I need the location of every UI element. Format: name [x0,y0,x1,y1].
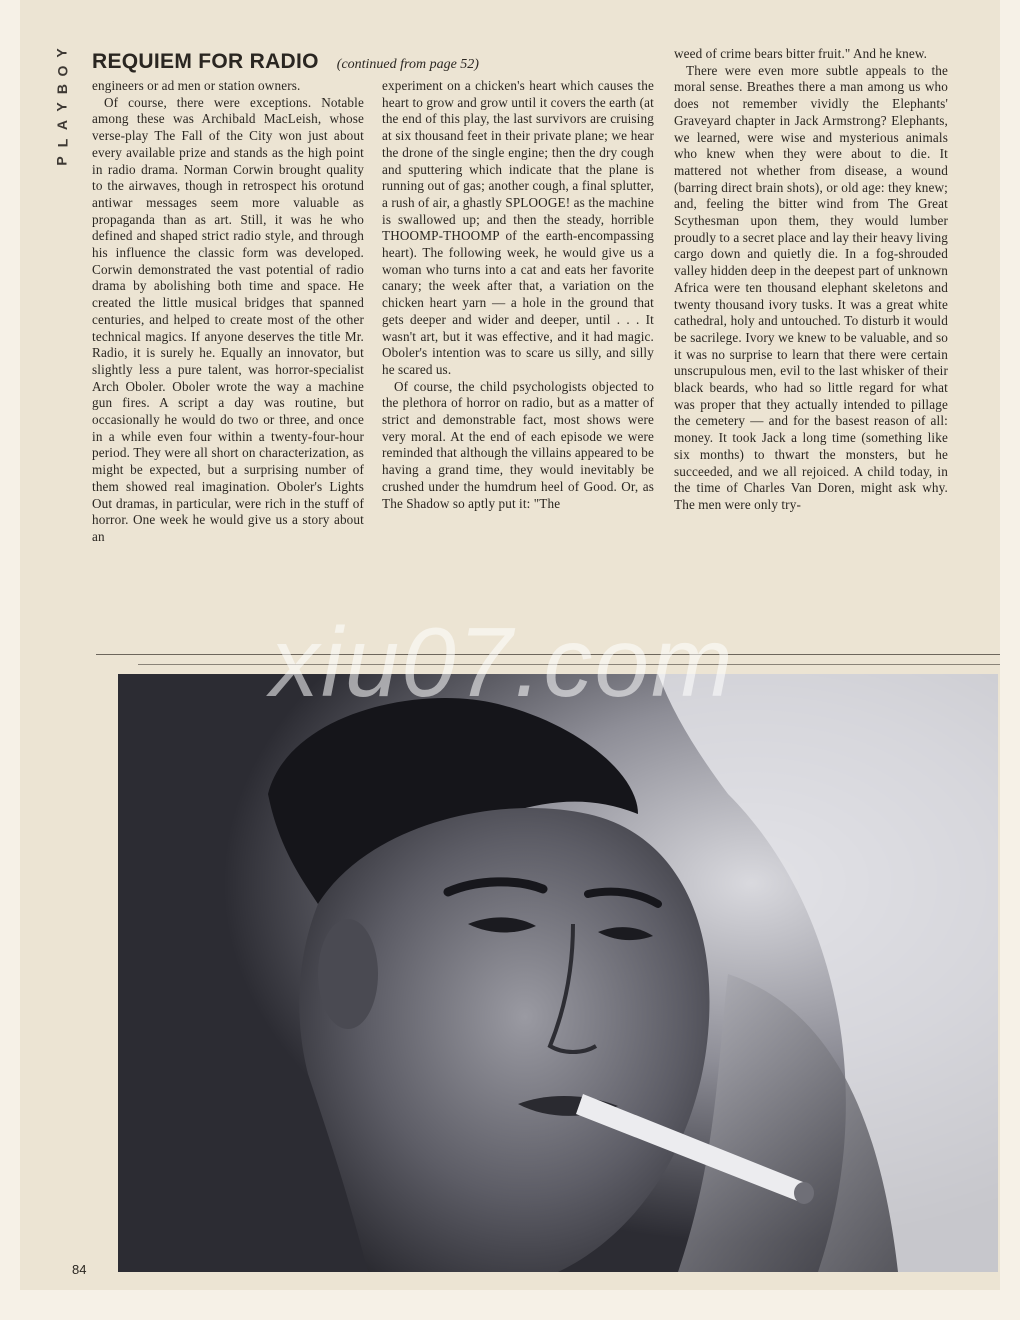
masthead-letter: Y [54,48,70,58]
portrait-photo [118,674,998,1272]
paragraph: engineers or ad men or station owners. [92,78,301,93]
paragraph: There were even more subtle appeals to the moral sense. Breathes there a man among us who does not remember vividly the Elephants' Graveyard chapter in Jack Armstrong? Elephants, we learned, were wise and mysterious animals who knew when they were about to die. It mattered not whether from disease, a wound (barring direct brain shots), or old age: they knew; and, feeling the bitter wind from The Great Scythesman upon them, they would lumber proudly to a secret place and lay their heavy living cargo down and quietly die. In a fog-shrouded valley hidden deep in the deepest part of unknown Africa were ten thousand elephant skeletons and twenty thousand ivory tusks. It was a great white cathedral, holy and untouched. To disturb it would be sacrilege. Ivory we knew to be valuable, and so it was no surprise to learn that there were certain unscrupulous men, evil to the last whisker of their black beards, who had so little regard for what was proper that they actually intended to pillage the cemetery — and for the basest reason of all: money. It took Jack a long time (something like six months) to thwart the monsters, but he succeeded, and we all rejoiced. A child today, in the time of Charles Van Doren, might ask why. The men were only try- [674,62,948,512]
article-headline [92,50,479,74]
text-column-2 [382,78,654,512]
page-number: 84 [72,1262,87,1277]
text-column-3 [674,46,948,514]
article-title: REQUIEM FOR RADIO [92,50,319,73]
masthead-vertical [50,44,78,170]
masthead-letter: Y [54,102,70,112]
masthead-letter: B [54,83,70,95]
smoking-man-illustration [118,674,998,1272]
paragraph: weed of crime bears bitter fruit." And he knew. [674,46,928,61]
magazine-page [20,0,1000,1320]
watermark-text: xiu07.com [270,607,735,717]
paragraph: experiment on a chicken's heart which causes the heart to grow and grow until it covers the earth (at the end of this play, the last survivors are cruising at six thousand feet in their private plane; we hear the drone of the single engine; then the dry cough and sputtering which indicate that the plane is running out of gas; another cough, a final splutter, a rush of air, a ghastly SPLOOGE! as the machine is swallowed up; and then the steady, horrible THOOMP-THOOMP of the earth-encompassing heart). The following week, he would give us a woman who turns into a cat and eats her favorite canary; the week after that, a variation on the chicken heart yarn — a hole in the ground that gets deeper and wider and deeper, until . . . It wasn't art, but it was effective, and it had magic. Oboler's intention was to scare us silly, and silly he scared us. [382,78,654,377]
masthead-letter: L [54,138,70,148]
text-column-1 [92,78,364,546]
paragraph: Of course, the child psychologists objected to the plethora of horror on radio, but as a matter of strict and demonstrable fact, most shows were very moral. At the end of each episode we were reminded that although the villains appeared to be having a grand time, they would inevitably be crushed under the humdrum heel of Good. Or, as The Shadow so aptly put it: "The [382,378,654,511]
masthead-letter: P [54,156,70,166]
masthead-letter: O [53,65,70,77]
paragraph: Of course, there were exceptions. Notable among these was Archibald MacLeish, whose verse-play The Fall of the City won just about every available prize and stands as the high point in radio drama. Norman Corwin brought quality to the airwaves, though in retrospect his orotund antiwar messages seem more valuable as propaganda than as art. Still, it was he who defined and shaped strict radio style, and through his influence the classic form was developed. Corwin demonstrated the vast potential of radio drama by abolishing both time and space. He created the little musical bridges that spanned centuries, and helped to create most of the other technical magics. If anyone deserves the title Mr. Radio, it is surely he. Equally an innovator, but slightly less a pure talent, was horror-specialist Arch Oboler. Oboler wrote the way a machine gun fires. A script a day was routine, but occasionally he would do two or three, and once in a while even four within a twenty-four-hour period. They were all short on characterization, as might be expected, but a surprising number of them showed real imagination. Oboler's Lights Out dramas, in particular, were rich in the stuff of horror. One week he would give us a story about an [92,94,364,544]
masthead-letter: A [54,119,70,131]
continued-note: (continued from page 52) [336,57,479,72]
